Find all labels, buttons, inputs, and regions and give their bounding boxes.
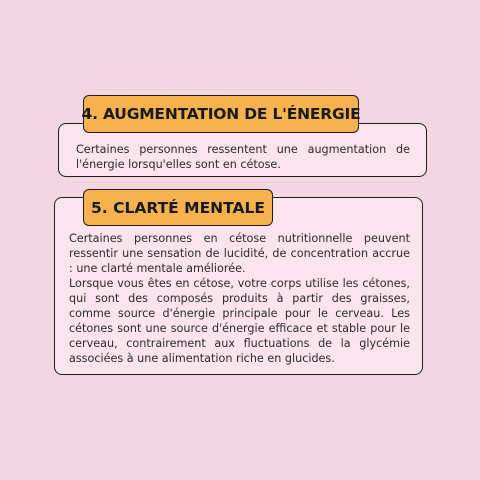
mental-clarity-paragraph-2: Lorsque vous êtes en cétose, votre corps utilise les cétones, qui sont des composés produits à partir des graisses, comme source d'énergie principale pour le cerveau. Les cétones sont une source d'énergie efficace et stable pour le cerveau, contrairement aux fluctuations de la glycémie associées à une alimentation riche en glucides. bbox=[69, 277, 410, 365]
mental-clarity-paragraph-1: Certaines personnes en cétose nutritionnelle peuvent ressentir une sensation de lucidité, de concentration accrue : une clarté mentale améliorée. bbox=[69, 232, 410, 275]
energy-text: Certaines personnes ressentent une augmentation de l'énergie lorsqu'elles sont en cétose. bbox=[76, 143, 410, 171]
mental-clarity-heading: 5. CLARTÉ MENTALE bbox=[83, 189, 273, 226]
energy-heading: 4. AUGMENTATION DE L'ÉNERGIE bbox=[83, 95, 359, 133]
